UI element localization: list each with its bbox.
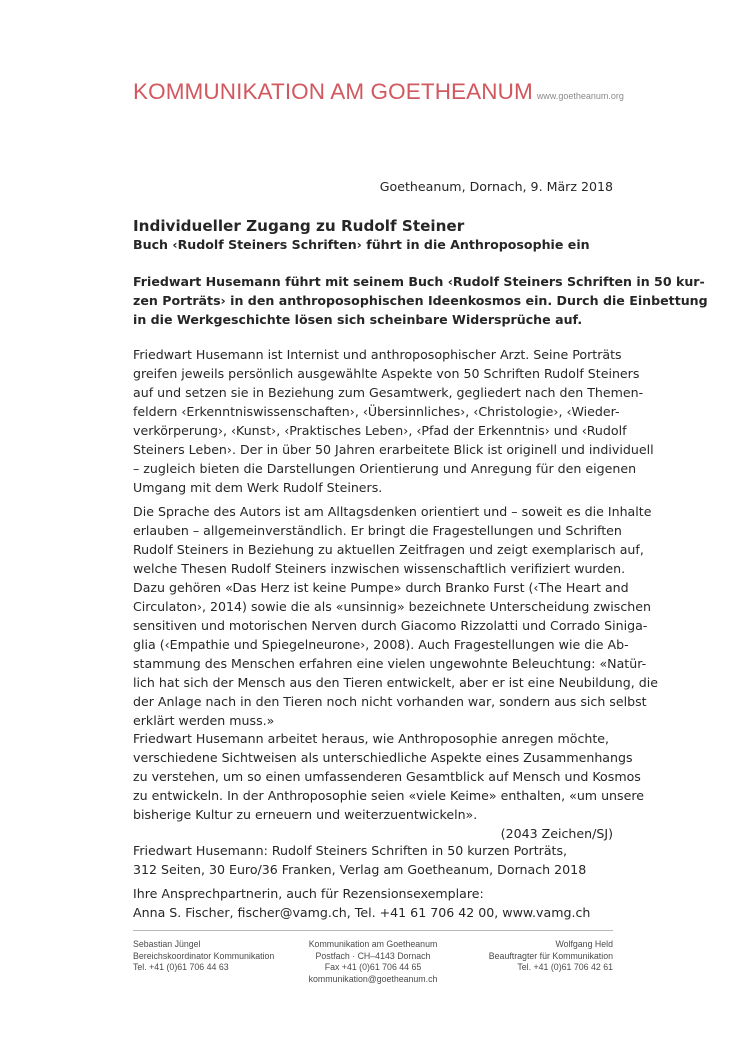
body-line: erlauben – allgemeinverständlich. Er bringt die Fragestellungen und Schriften <box>133 523 622 538</box>
body-line: stammung des Menschen erfahren eine vielen ungewohnte Beleuchtung: «Natür- <box>133 656 647 671</box>
body-line: bisherige Kultur zu erneuern und weiterzuentwickeln». <box>133 807 478 822</box>
subheadline: Buch ‹Rudolf Steiners Schriften› führt in die Anthroposophie ein <box>133 237 590 252</box>
lead-line: Friedwart Husemann führt mit seinem Buch ‹Rudolf Steiners Schriften in 50 kur- <box>133 274 705 289</box>
body-line: Rudolf Steiners in Beziehung zu aktuellen Zeitfragen und zeigt exemplarisch auf, <box>133 542 644 557</box>
body-line: zu verstehen, um so einen umfassenderen Gesamtblick auf Mensch und Kosmos <box>133 769 641 784</box>
brand-name: KOMMUNIKATION AM GOETHEANUM <box>133 79 533 104</box>
body-line: auf und setzen sie in Beziehung zum Gesamtwerk, gegliedert nach den Themen- <box>133 385 644 400</box>
body-line: sensitiven und motorischen Nerven durch Giacomo Rizzolatti und Corrado Siniga- <box>133 618 648 633</box>
book-info-line: 312 Seiten, 30 Euro/36 Franken, Verlag am Goetheanum, Dornach 2018 <box>133 862 587 877</box>
website-link[interactable]: www.goetheanum.org <box>536 91 624 101</box>
character-count: (2043 Zeichen/SJ) <box>500 826 613 841</box>
body-line: erklärt werden muss.» <box>133 713 275 728</box>
body-paragraph-2 <box>133 502 659 730</box>
body-line: – zugleich bieten die Darstellungen Orientierung und Anregung für den eigenen <box>133 461 637 476</box>
contact-line: Ihre Ansprechpartnerin, auch für Rezensionsexemplare: <box>133 886 484 901</box>
footer-contact-left <box>133 939 274 974</box>
footer-role: Bereichskoordinator Kommunikation <box>133 950 275 961</box>
body-paragraph-1 <box>133 345 654 497</box>
footer-postal: Postfach · CH–4143 Dornach <box>315 950 431 961</box>
body-line: zu entwickeln. In der Anthroposophie seien «viele Keime» enthalten, «um unsere <box>133 788 644 803</box>
footer-phone: Tel. +41 (0)61 706 44 63 <box>133 962 229 972</box>
contact-line: Anna S. Fischer, fischer@vamg.ch, Tel. +41 61 706 42 00, www.vamg.ch <box>133 905 591 920</box>
body-line: Steiners Leben›. Der in über 50 Jahren erarbeitete Blick ist originell und individuell <box>133 442 654 457</box>
lead-line: in die Werkgeschichte lösen sich scheinbare Widersprüche auf. <box>133 312 583 327</box>
footer-address <box>303 939 443 985</box>
contact-info <box>133 884 613 922</box>
headline: Individueller Zugang zu Rudolf Steiner <box>133 217 465 235</box>
footer-name: Sebastian Jüngel <box>133 939 201 949</box>
lead-line: zen Porträts› in den anthroposophischen Ideenkosmos ein. Durch die Einbettung <box>133 293 708 308</box>
footer-name: Wolfgang Held <box>555 939 613 949</box>
body-line: Dazu gehören «Das Herz ist keine Pumpe» durch Branko Furst (‹The Heart and <box>133 580 629 595</box>
body-line: der Anlage nach in den Tieren noch nicht vorhanden war, sondern aus sich selbst <box>133 694 647 709</box>
body-line: greifen jeweils persönlich ausgewählte Aspekte von 50 Schriften Rudolf Steiners <box>133 366 640 381</box>
body-line: welche Thesen Rudolf Steiners inzwischen wissenschaftlich verifiziert wurden. <box>133 561 626 576</box>
lead-paragraph <box>133 272 708 329</box>
book-info <box>133 841 613 879</box>
footer-divider <box>133 930 613 931</box>
footer-phone: Tel. +41 (0)61 706 42 61 <box>517 962 613 972</box>
body-paragraph-3 <box>133 729 644 843</box>
footer-role: Beauftragter für Kommunikation <box>488 950 613 961</box>
body-line: Umgang mit dem Werk Rudolf Steiners. <box>133 480 383 495</box>
dateline: Goetheanum, Dornach, 9. März 2018 <box>379 179 613 194</box>
body-line: Friedwart Husemann arbeitet heraus, wie Anthroposophie anregen möchte, <box>133 731 610 746</box>
body-line: verschiedene Sichtweisen als unterschiedliche Aspekte eines Zusammenhangs <box>133 750 633 765</box>
book-info-line: Friedwart Husemann: Rudolf Steiners Schriften in 50 kurzen Porträts, <box>133 843 568 858</box>
letterhead <box>133 79 624 105</box>
body-line: verkörperung›, ‹Kunst›, ‹Praktisches Leben›, ‹Pfad der Erkenntnis› und ‹Rudolf <box>133 423 627 438</box>
body-line: Friedwart Husemann ist Internist und anthroposophischer Arzt. Seine Porträts <box>133 347 622 362</box>
footer-email[interactable]: kommunikation@goetheanum.ch <box>308 973 438 984</box>
body-line: lich hat sich der Mensch aus den Tieren entwickelt, aber er ist eine Neubildung, die <box>133 675 659 690</box>
footer-contact-right <box>489 939 613 974</box>
body-line: glia (‹Empathie und Spiegelneurone›, 2008). Auch Fragestellungen wie die Ab- <box>133 637 629 652</box>
footer-fax: Fax +41 (0)61 706 44 65 <box>324 962 422 972</box>
body-line: feldern ‹Erkenntniswissenschaften›, ‹Übersinnliches›, ‹Christologie›, ‹Wieder- <box>133 404 620 419</box>
body-line: Die Sprache des Autors ist am Alltagsdenken orientiert und – soweit es die Inhalte <box>133 504 652 519</box>
body-line: Circulaton›, 2014) sowie die als «unsinnig» bezeichnete Unterscheidung zwischen <box>133 599 651 614</box>
footer-org: Kommunikation am Goetheanum <box>308 939 438 949</box>
